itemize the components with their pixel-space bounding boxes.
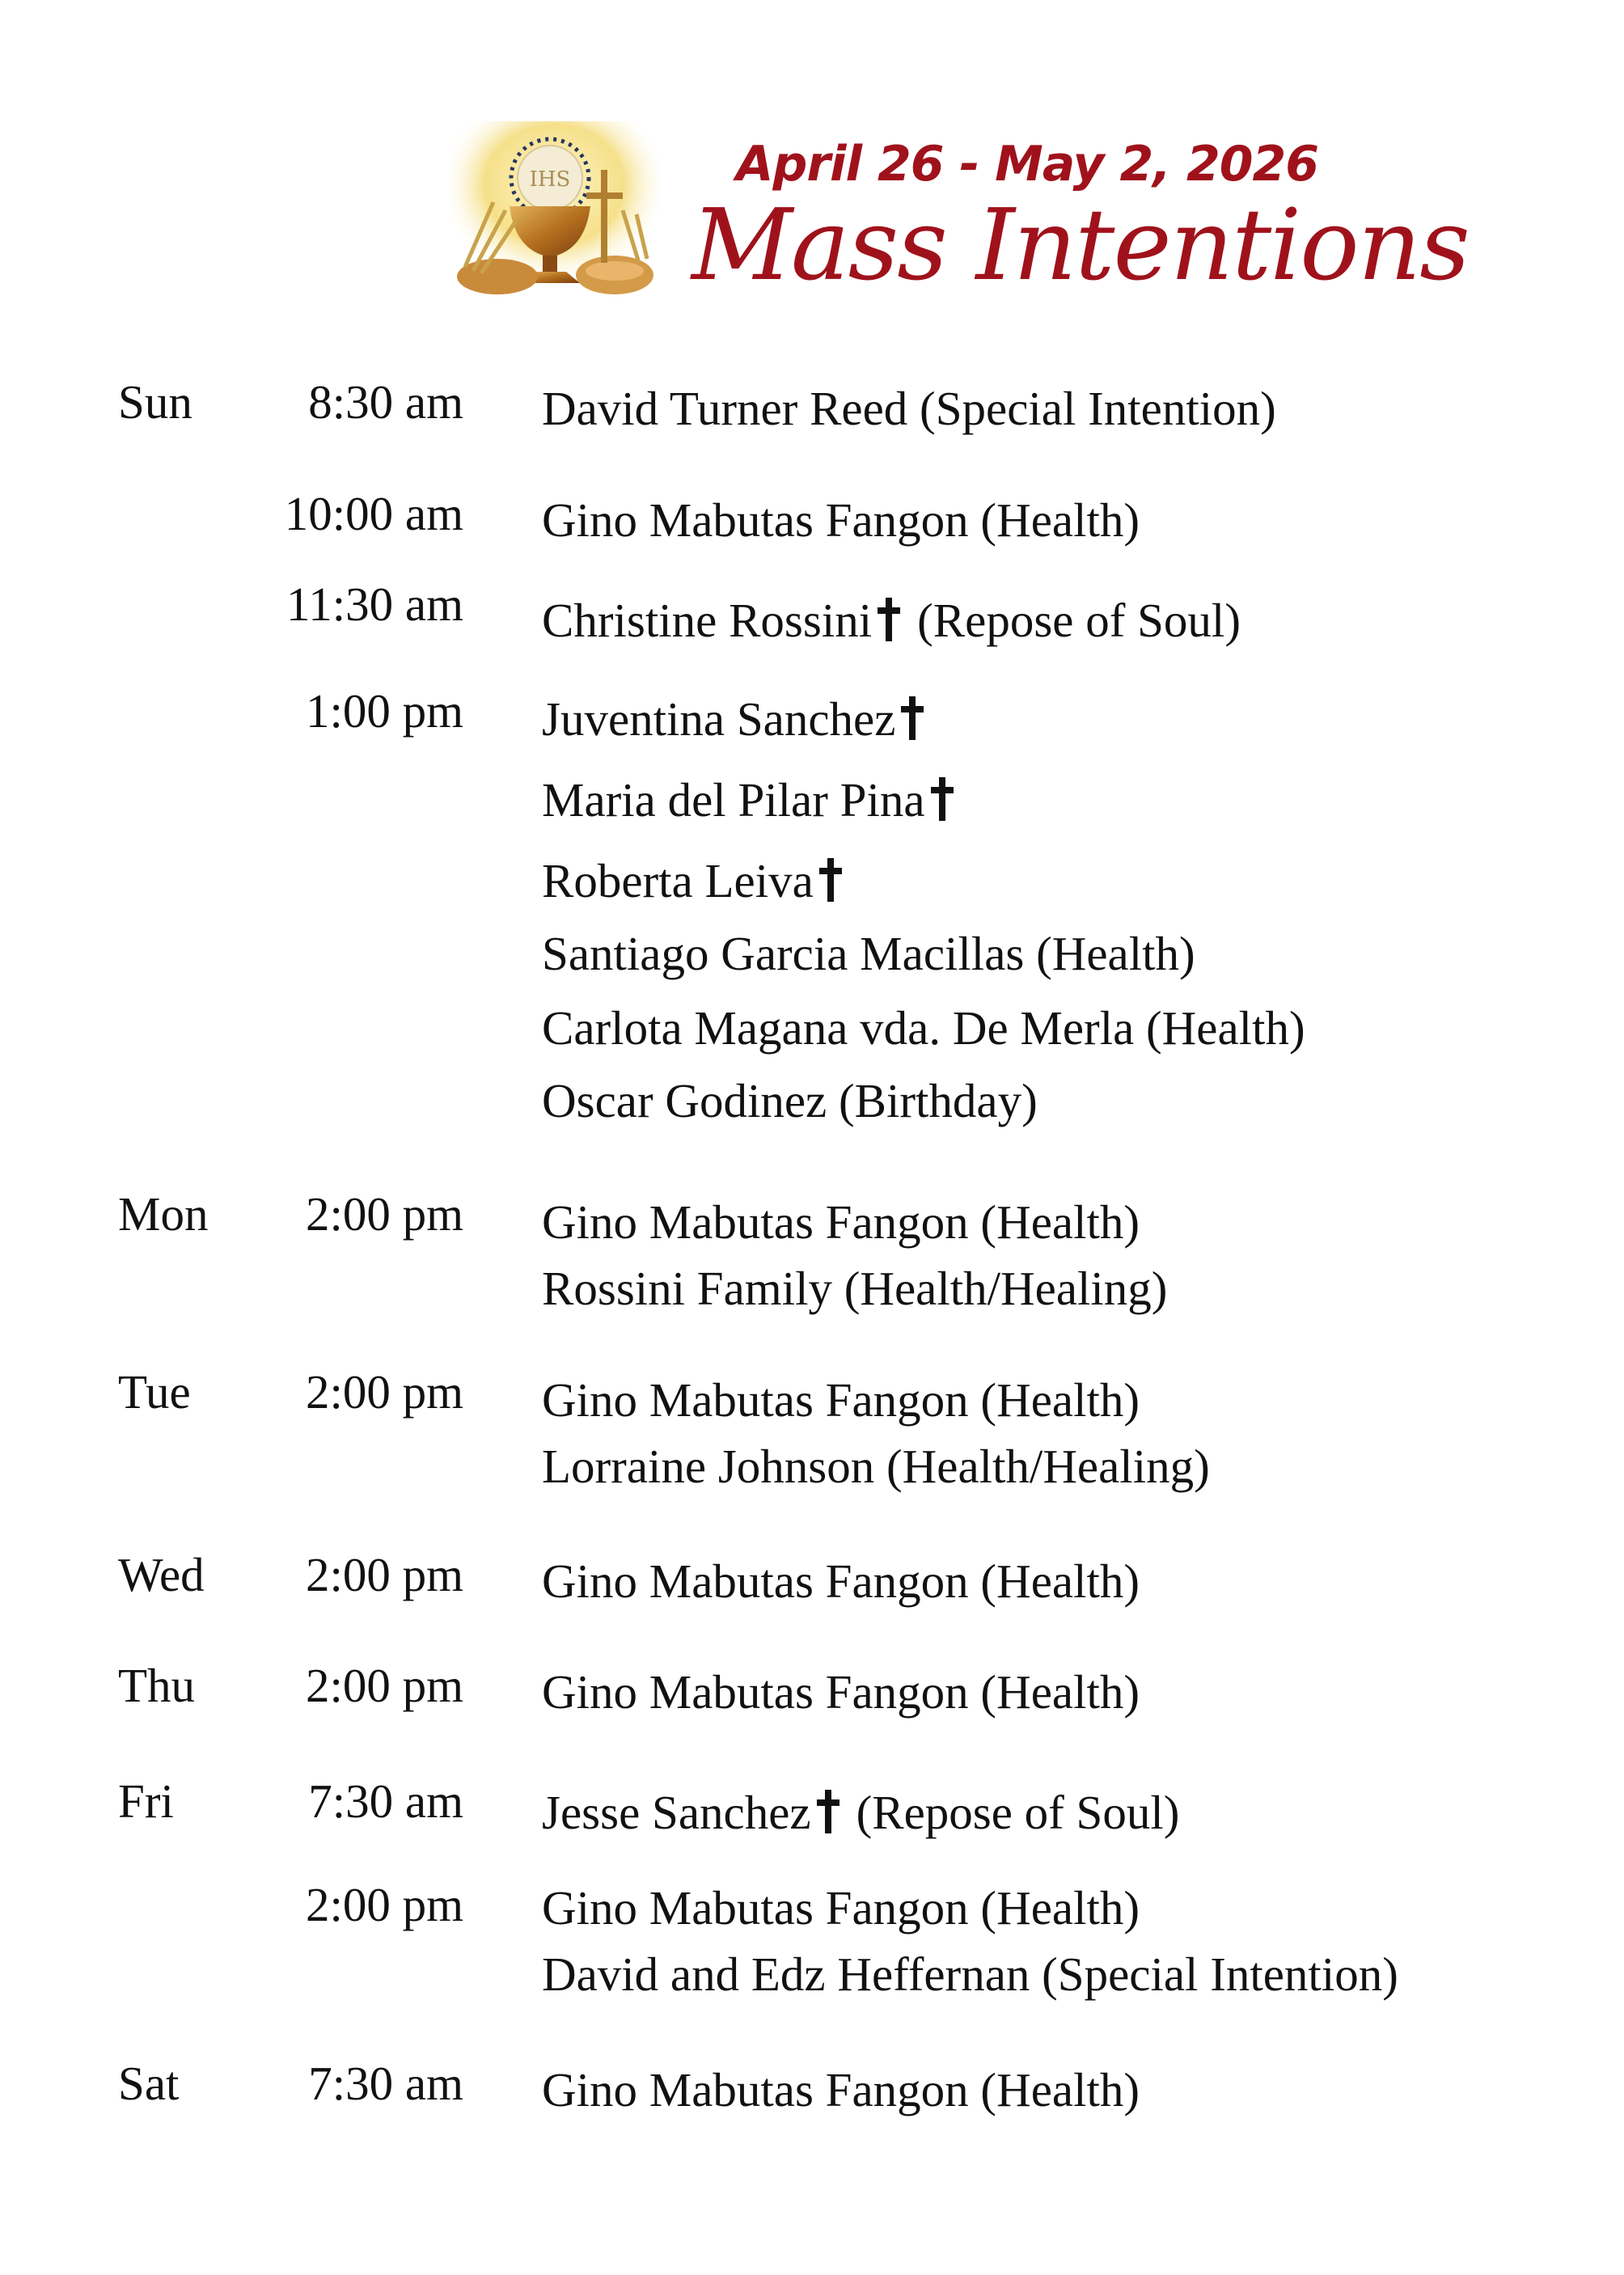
intention-line [542,1881,1140,1935]
mass-time: 8:30 am [308,375,463,429]
intention-name: Gino Mabutas Fangon (Health) [542,1195,1140,1249]
cross-icon [818,858,843,902]
intention-name: David and Edz Heffernan (Special Intention) [542,1947,1398,2001]
intention-line [542,493,1140,547]
cross-icon [816,1790,840,1833]
intention-name: Oscar Godinez (Birthday) [542,1074,1038,1127]
intention-line [542,1440,1210,1493]
intention-name: Roberta Leiva [542,854,814,907]
intention-name: Gino Mabutas Fangon (Health) [542,2063,1140,2116]
intention-name: Santiago Garcia Macillas (Health) [542,927,1195,980]
cross-icon [930,777,954,821]
intention-name: David Turner Reed (Special Intention) [542,382,1276,435]
mass-time: 2:00 pm [305,1365,463,1419]
intention-line [542,927,1195,980]
cross-icon [900,696,924,740]
chalice-host-icon [449,121,659,303]
day-label: Tue [118,1365,191,1419]
intention-line [542,692,929,746]
intention-name: Lorraine Johnson (Health/Healing) [542,1440,1210,1493]
day-label: Wed [118,1548,205,1601]
intention-name: Carlota Magana vda. De Merla (Health) [542,1001,1305,1055]
mass-time: 2:00 pm [305,1659,463,1712]
intention-line [542,594,1241,647]
intention-line [542,1554,1140,1608]
intention-name: Jesse Sanchez [542,1786,811,1839]
mass-time: 10:00 am [284,487,463,540]
intention-line [542,1074,1038,1127]
day-label: Sat [118,2057,180,2110]
intention-line [542,1262,1168,1315]
intention-line [542,773,959,827]
intention-line [542,1373,1140,1427]
day-label: Fri [118,1774,174,1828]
intention-purpose: (Repose of Soul) [917,594,1241,647]
intention-line [542,1001,1305,1055]
day-label: Sun [118,375,192,429]
intention-line [542,1947,1398,2001]
day-label: Mon [118,1187,209,1241]
page-title: Mass Intentions [691,188,1469,302]
intention-line [542,2063,1140,2116]
intention-line [542,1665,1140,1719]
intention-name: Rossini Family (Health/Healing) [542,1262,1168,1315]
intention-name: Gino Mabutas Fangon (Health) [542,1373,1140,1427]
mass-time: 7:30 am [308,1774,463,1828]
date-range: April 26 - May 2, 2026 [736,136,1318,192]
intention-name: Juventina Sanchez [542,692,896,746]
intention-name: Maria del Pilar Pina [542,773,925,827]
mass-time: 7:30 am [308,2057,463,2110]
intention-name: Gino Mabutas Fangon (Health) [542,1665,1140,1719]
mass-time: 2:00 pm [305,1548,463,1601]
intention-name: Gino Mabutas Fangon (Health) [542,1554,1140,1608]
mass-time: 11:30 am [285,577,463,631]
mass-time: 1:00 pm [305,684,463,738]
day-label: Thu [118,1659,196,1712]
intention-line [542,1786,1180,1839]
intention-name: Gino Mabutas Fangon (Health) [542,493,1140,547]
intention-name: Christine Rossini [542,594,873,647]
intention-line [542,1195,1140,1249]
svg-text:IHS: IHS [529,167,571,192]
intention-purpose: (Repose of Soul) [856,1786,1180,1839]
intention-line [542,854,848,907]
mass-time: 2:00 pm [305,1878,463,1931]
mass-time: 2:00 pm [305,1187,463,1241]
intention-line [542,382,1276,435]
header [449,121,1469,307]
intention-name: Gino Mabutas Fangon (Health) [542,1881,1140,1935]
cross-icon [877,598,901,641]
